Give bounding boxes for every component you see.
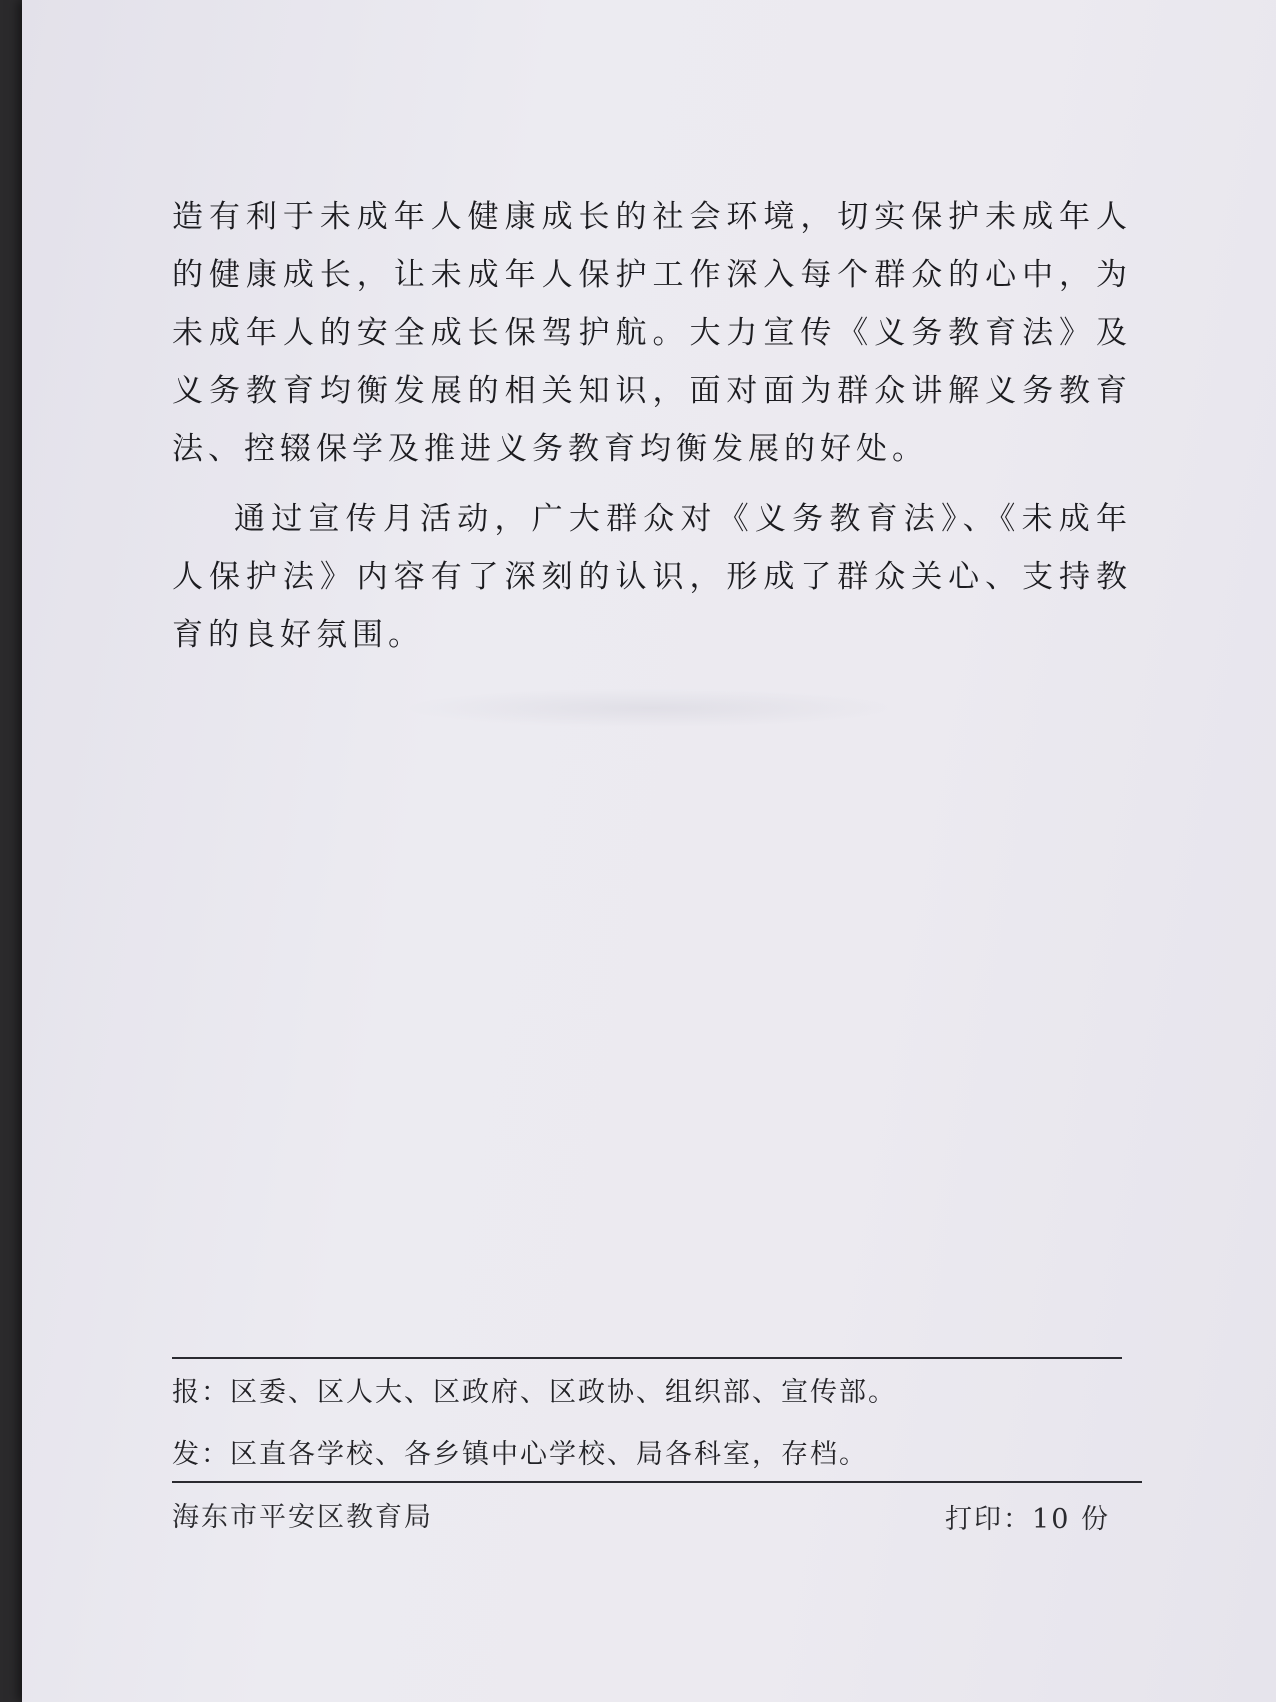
distribution-top-rule — [172, 1357, 1122, 1359]
send-to-line: 发：区直各学校、各乡镇中心学校、局各科室，存档。 — [172, 1439, 868, 1470]
issuer-name: 海东市平安区教育局 — [172, 1502, 433, 1533]
document-page — [22, 0, 1276, 1702]
document-body — [172, 188, 1132, 664]
body-paragraph-2: 通过宣传月活动，广大群众对《义务教育法》、《未成年人保护法》内容有了深刻的认识，形成了群众关心、支持教育的良好氛围。 — [172, 501, 1132, 653]
bleed-through-shadow — [402, 688, 902, 728]
print-count: 打印：10 份 — [945, 1504, 1110, 1535]
body-paragraph-1: 造有利于未成年人健康成长的社会环境，切实保护未成年人的健康成长，让未成年人保护工作深入每个群众的心中，为未成年人的安全成长保驾护航。大力宣传《义务教育法》及义务教育均衡发展的相关知识，面对面为群众讲解义务教育法、控辍保学及推进义务教育均衡发展的好处。 — [172, 199, 1132, 467]
distribution-bottom-rule — [172, 1481, 1142, 1483]
report-to-line: 报：区委、区人大、区政府、区政协、组织部、宣传部。 — [172, 1377, 897, 1408]
